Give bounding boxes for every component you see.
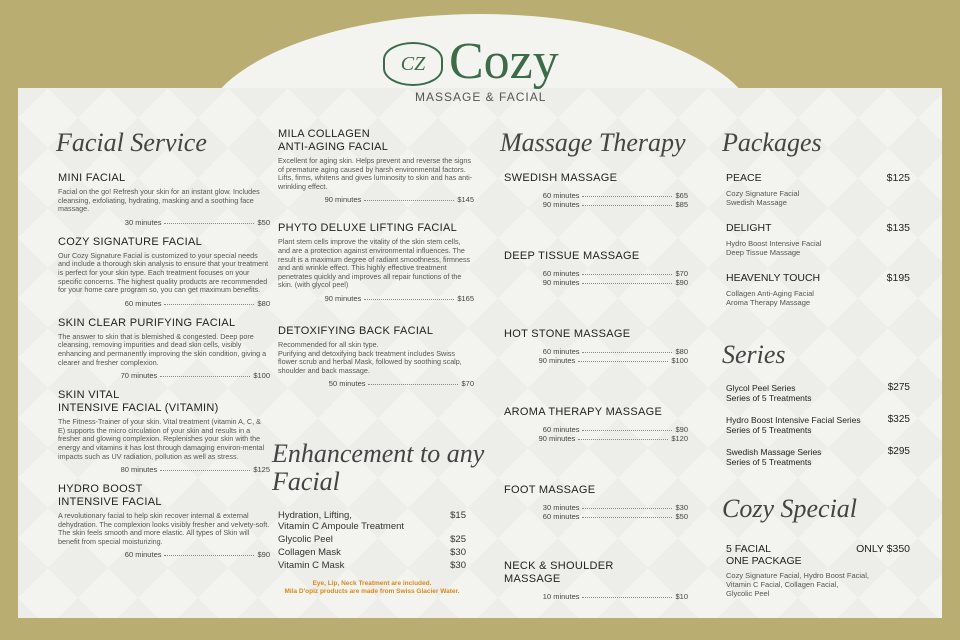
duration: 60 minutes — [124, 298, 162, 308]
package-item — [726, 222, 910, 257]
package-price: $195 — [886, 272, 910, 284]
duration: 60 minutes — [542, 347, 580, 356]
leader-dots — [164, 299, 254, 305]
massage-item — [504, 250, 688, 328]
price: $100 — [671, 356, 688, 365]
duration: 60 minutes — [542, 191, 580, 200]
duration: 90 minutes — [324, 293, 362, 303]
leader-dots — [582, 425, 672, 431]
price: $120 — [671, 434, 688, 443]
duration: 60 minutes — [542, 425, 580, 434]
package-desc: Hydro Boost Intensive Facial Deep Tissue Massage — [726, 239, 822, 257]
note-line2: Mila D'opiz products are made from Swiss Glacier Water. — [284, 588, 460, 595]
facial-item-desc: A revolutionary facial to help skin recover internal & external dehydration. The complexion looks visibly fresher and velvety-soft. The skin feels smooth and more elastic. All types of Skin will benefit from special moisturizing. — [58, 511, 270, 546]
leader-dots — [164, 218, 254, 224]
enhancement-price: $15 — [450, 510, 466, 521]
enhancement-price: $30 — [450, 547, 466, 558]
price: $90 — [257, 550, 270, 560]
series-heading: Series — [722, 340, 786, 369]
packages-heading: Packages — [722, 128, 822, 157]
enhancement-heading-line2: Facial — [272, 467, 340, 496]
package-name: DELIGHT — [726, 222, 772, 234]
enhancement-name: Vitamin C Mask — [278, 560, 345, 571]
brand-logo — [383, 33, 583, 110]
leader-dots — [164, 550, 254, 556]
logo-badge: CZ — [383, 42, 443, 86]
price-row — [504, 512, 688, 521]
enhancement-heading-line1: Enhancement to any — [272, 439, 485, 468]
facial-item-title: PHYTO DELUXE LIFTING FACIAL — [278, 222, 458, 235]
duration: 30 minutes — [542, 503, 580, 512]
enhancement-name: Glycolic Peel — [278, 534, 333, 545]
price: $65 — [675, 191, 688, 200]
brand-subtitle: MASSAGE & FACIAL — [415, 90, 547, 104]
price-row — [278, 195, 474, 204]
enhancement-row — [278, 547, 466, 558]
price: $90 — [675, 278, 688, 287]
price: $10 — [675, 592, 688, 601]
duration: 60 minutes — [542, 269, 580, 278]
duration: 90 minutes — [538, 434, 576, 443]
duration: 60 minutes — [124, 550, 162, 560]
package-row — [726, 222, 910, 234]
facial-item-desc: The Fitness-Trainer of your skin. Vital treatment (vitamin A, C, & E) supports the micro circulation of your skin and results in a fresher and glowing complexion. Replenishes your skin with the energy and vitamins it has lost through damaging environ-mental impacts such as UV radiation, pollution as well as stress. — [58, 417, 265, 461]
massage-column — [504, 172, 688, 638]
package-item — [726, 172, 910, 207]
special-desc: Cozy Signature Facial, Hydro Boost Facial, Vitamin C Facial, Collagen Facial, Glycolic Peel — [726, 571, 869, 598]
cozy-special — [726, 543, 910, 598]
leader-dots — [582, 512, 672, 518]
price-row — [504, 278, 688, 287]
massage-therapy-heading: Massage Therapy — [500, 128, 686, 157]
duration: 30 minutes — [124, 217, 162, 227]
package-desc: Collagen Anti-Aging Facial Aroma Therapy Massage — [726, 289, 814, 307]
price: $70 — [461, 379, 474, 389]
price: $70 — [675, 269, 688, 278]
enhancement-name: Hydration, Lifting, Vitamin C Ampoule Treatment — [278, 510, 405, 532]
facial-item-title: MINI FACIAL — [58, 172, 126, 184]
facial-item — [58, 172, 270, 227]
massage-item-title: AROMA THERAPY MASSAGE — [504, 406, 663, 418]
series-price: $325 — [887, 414, 910, 425]
package-row — [726, 172, 910, 184]
facial-item-desc: Our Cozy Signature Facial is customized to your special needs and include a thorough skin analysis to ensure that your treatment is perfect for your skin type. Each treatment focuses on your specific concerns. The highest quality products are recommended for your home care program so, you can get maximum benefits. — [58, 250, 269, 295]
massage-item — [504, 406, 688, 484]
special-price: ONLY $350 — [856, 543, 910, 555]
leader-dots — [364, 195, 454, 201]
leader-dots — [578, 356, 668, 362]
leader-dots — [582, 503, 672, 509]
facial-item-title: SKIN CLEAR PURIFYING FACIAL — [58, 316, 236, 329]
series-price: $275 — [887, 382, 910, 393]
facial-item-desc: Excellent for aging skin. Helps prevent and reverse the signs of premature aging caused by harsh environmental factors. Lifts, firms, whitens and gives luminosity to skin and has anti-wrinkling effect. — [278, 156, 473, 191]
package-name: HEAVENLY TOUCH — [726, 272, 821, 284]
series-row — [726, 447, 910, 467]
enhancement-price: $25 — [450, 534, 466, 545]
price-row — [58, 299, 270, 308]
price: $145 — [457, 195, 474, 205]
leader-dots — [582, 592, 672, 598]
leader-dots — [160, 465, 250, 471]
leader-dots — [582, 269, 672, 275]
facial-item-desc: The answer to skin that is blemished & congested. Deep pore cleansing, removing impurities and dead skin cells, visibly enhancing and permanently improving the skin condition, giving a clearer and fresher complexion. — [58, 331, 267, 367]
duration: 90 minutes — [542, 200, 580, 209]
leader-dots — [364, 294, 454, 300]
duration: 50 minutes — [328, 379, 366, 389]
facial-item-title: SKIN VITAL INTENSIVE FACIAL (VITAMIN) — [58, 389, 219, 415]
massage-item-title: SWEDISH MASSAGE — [504, 172, 618, 184]
price-row — [504, 434, 688, 443]
packages-list — [726, 172, 910, 322]
brand-name: Cozy — [449, 33, 559, 90]
price-row — [58, 371, 270, 380]
duration: 10 minutes — [542, 592, 580, 601]
price-row — [504, 425, 688, 434]
massage-item-title: FOOT MASSAGE — [504, 484, 596, 496]
facial-item-title: COZY SIGNATURE FACIAL — [58, 235, 203, 248]
leader-dots — [160, 371, 250, 377]
package-price: $125 — [886, 172, 910, 184]
enhancement-list — [278, 510, 466, 573]
special-title: 5 FACIAL ONE PACKAGE — [726, 543, 802, 567]
enhancement-row — [278, 560, 466, 571]
series-name: Swedish Massage Series Series of 5 Treatments — [726, 447, 822, 467]
series-row — [726, 415, 910, 435]
series-list — [726, 383, 910, 479]
price-row — [278, 379, 474, 388]
massage-item-title: NECK & SHOULDER MASSAGE — [504, 560, 614, 585]
price-row — [58, 550, 270, 559]
price-row — [58, 465, 270, 474]
price: $125 — [253, 465, 270, 475]
massage-item-title: HOT STONE MASSAGE — [504, 328, 631, 340]
facial-column-2 — [278, 128, 474, 410]
enhancement-notes — [272, 580, 472, 596]
price: $30 — [675, 503, 688, 512]
facial-item — [58, 483, 270, 559]
package-name: PEACE — [726, 172, 762, 184]
series-name: Hydro Boost Intensive Facial Series Series of 5 Treatments — [726, 415, 861, 435]
enhancement-name: Collagen Mask — [278, 547, 341, 558]
price: $50 — [257, 217, 270, 227]
price: $80 — [257, 298, 270, 308]
special-row — [726, 543, 910, 567]
facial-service-heading: Facial Service — [56, 128, 207, 157]
massage-item — [504, 328, 688, 406]
facial-item — [278, 222, 474, 303]
enhancement-price: $30 — [450, 560, 466, 571]
enhancement-row — [278, 534, 466, 545]
price: $50 — [675, 512, 688, 521]
package-desc: Cozy Signature Facial Swedish Massage — [726, 189, 800, 207]
price: $80 — [675, 347, 688, 356]
leader-dots — [582, 347, 672, 353]
duration: 80 minutes — [120, 465, 158, 475]
facial-item-title: MILA COLLAGEN ANTI-AGING FACIAL — [278, 128, 389, 153]
facial-item-desc: Recommended for all skin type. Purifying and detoxifying back treatment includes Swiss flower scrub and herbal Mask, followed by soothing scalp, shoulder and back massage. — [278, 339, 462, 375]
facial-column — [58, 172, 270, 568]
facial-item — [278, 325, 474, 388]
package-item — [726, 272, 910, 307]
facial-item — [58, 236, 270, 308]
leader-dots — [582, 200, 672, 206]
duration: 90 minutes — [538, 356, 576, 365]
leader-dots — [582, 278, 672, 284]
leader-dots — [582, 191, 672, 197]
facial-item — [58, 317, 270, 380]
facial-item — [58, 389, 270, 474]
facial-item-title: HYDRO BOOST INTENSIVE FACIAL — [58, 483, 162, 509]
package-price: $135 — [886, 222, 910, 234]
massage-item — [504, 560, 688, 638]
duration: 90 minutes — [542, 278, 580, 287]
price: $85 — [675, 200, 688, 209]
massage-item-title: DEEP TISSUE MASSAGE — [504, 250, 640, 262]
note-line1: Eye, Lip, Neck Treatment are included. — [312, 580, 432, 587]
facial-item — [278, 128, 474, 204]
price-row — [278, 294, 474, 303]
price: $90 — [675, 425, 688, 434]
cozy-special-heading: Cozy Special — [722, 494, 858, 523]
series-name: Glycol Peel Series Series of 5 Treatments — [726, 383, 812, 403]
price: $165 — [457, 293, 474, 303]
duration: 90 minutes — [324, 195, 362, 205]
facial-item-title: DETOXIFYING BACK FACIAL — [278, 324, 434, 337]
price-row — [504, 269, 688, 278]
facial-item-desc: Facial on the go! Refresh your skin for an instant glow. Includes cleansing, exfoliating, hydrating, masking and a soothing face massage. — [58, 187, 260, 214]
duration: 70 minutes — [120, 371, 158, 381]
price-row — [504, 592, 688, 601]
price-row — [504, 347, 688, 356]
facial-item-desc: Plant stem cells improve the vitality of the skin stem cells, and are a protection against environmental influences. The result is a maximum degree of radiant smoothness, firmness and anti wrinkle effect. This highly effective treatment penetrates quickly and improves all repair functions of the skin. (with glycol peel) — [278, 237, 471, 290]
duration: 60 minutes — [542, 512, 580, 521]
price-row — [504, 200, 688, 209]
enhancement-row — [278, 510, 466, 532]
price: $100 — [253, 371, 270, 381]
massage-item — [504, 172, 688, 250]
massage-item — [504, 484, 688, 560]
package-row — [726, 272, 910, 284]
series-price: $295 — [887, 446, 910, 457]
price-row — [504, 191, 688, 200]
enhancement-heading — [272, 440, 484, 496]
series-row — [726, 383, 910, 403]
price-row — [58, 218, 270, 227]
leader-dots — [578, 434, 668, 440]
price-row — [504, 356, 688, 365]
leader-dots — [368, 379, 458, 385]
price-row — [504, 503, 688, 512]
